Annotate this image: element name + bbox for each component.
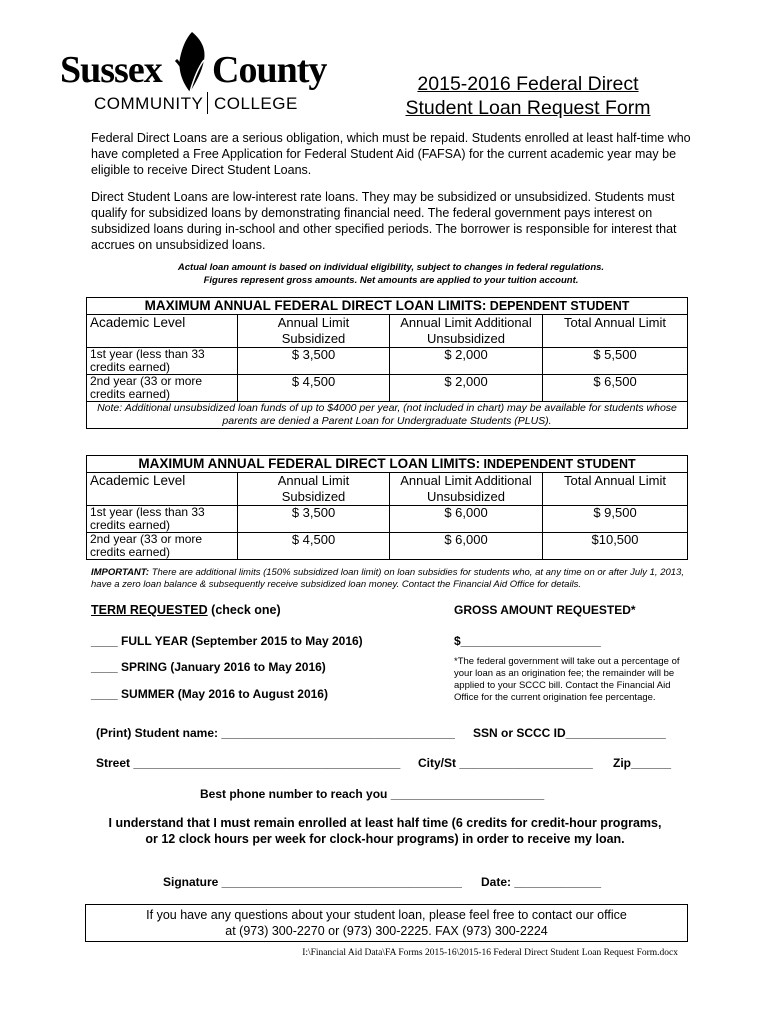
student-name-field[interactable]: (Print) Student name: ___________________________________ <box>96 726 455 740</box>
independent-heading: MAXIMUM ANNUAL FEDERAL DIRECT LOAN LIMITS: <box>138 456 481 471</box>
col-unsubsidized <box>390 473 543 506</box>
origination-fee-note: *The federal government will take out a percentage of your loan as an origination fee; the remainder will be applied to your SCCC bill. Contact the Financial Aid Office for the current origination fee percentage. <box>454 656 680 703</box>
table-row <box>87 348 688 375</box>
table-row <box>87 375 688 402</box>
intro-paragraph-1: Federal Direct Loans are a serious obligation, which must be repaid. Students enrolled at least half-time who have completed a Free Application for Federal Student Aid (FAFSA) for the current academic year may be eligible to receive Direct Student Loans. <box>91 131 691 177</box>
table-heading-row <box>87 456 688 473</box>
cell-unsubsidized: $ 2,000 <box>390 348 543 375</box>
logo-subtitle-community: COMMUNITY <box>94 94 204 113</box>
street-field[interactable]: Street ________________________________________ <box>96 756 401 770</box>
agreement-line1: I understand that I must remain enrolled at least half time (6 credits for credit-hour programs, <box>108 816 662 830</box>
eligibility-note-line1: Actual loan amount is based on individual eligibility, subject to changes in federal regulations. <box>177 262 605 273</box>
gross-amount-field[interactable]: $_____________________ <box>454 634 601 648</box>
cell-level: 2nd year (33 or more credits earned) <box>87 375 238 402</box>
col-unsubsidized-line2: Unsubsidized <box>426 489 506 504</box>
zip-field[interactable]: Zip______ <box>613 756 672 770</box>
cell-total: $ 9,500 <box>543 506 688 533</box>
table-note-row <box>87 402 688 429</box>
dependent-limits-table <box>86 297 688 429</box>
term-option-spring[interactable]: ____ SPRING (January 2016 to May 2016) <box>91 660 326 674</box>
agreement-line2: or 12 clock hours per week for clock-hour programs) in order to receive my loan. <box>145 832 625 846</box>
signature-field[interactable]: Signature ____________________________________ <box>163 875 462 889</box>
cell-level: 1st year (less than 33 credits earned) <box>87 348 238 375</box>
table-row <box>87 506 688 533</box>
gross-amount-heading: GROSS AMOUNT REQUESTED* <box>454 603 636 617</box>
city-state-field[interactable]: City/St ____________________ <box>418 756 593 770</box>
cell-total: $ 5,500 <box>543 348 688 375</box>
col-unsubsidized-line1: Annual Limit Additional <box>400 315 532 330</box>
term-heading-suffix: (check one) <box>207 603 281 617</box>
contact-box <box>85 904 688 942</box>
cell-unsubsidized: $ 2,000 <box>390 375 543 402</box>
col-subsidized-line2: Subsidized <box>281 331 346 346</box>
cell-total: $ 6,500 <box>543 375 688 402</box>
independent-limits-table <box>86 455 688 560</box>
ssn-field[interactable]: SSN or SCCC ID_______________ <box>473 726 666 740</box>
logo-divider <box>207 92 208 114</box>
cell-subsidized: $ 3,500 <box>238 506 390 533</box>
cell-level: 1st year (less than 33 credits earned) <box>87 506 238 533</box>
eligibility-note-line2: Figures represent gross amounts. Net amounts are applied to your tuition account. <box>203 275 579 286</box>
col-unsubsidized-line1: Annual Limit Additional <box>400 473 532 488</box>
col-unsubsidized-line2: Unsubsidized <box>426 331 506 346</box>
form-title-line1: 2015-2016 Federal Direct <box>417 73 639 95</box>
cell-unsubsidized: $ 6,000 <box>390 506 543 533</box>
logo-word-sussex: Sussex <box>60 49 162 91</box>
important-text: There are additional limits (150% subsidized loan limit) on loan subsidies for students who, at any time on or after July 1, 2013, have a zero loan balance & subsequently receive subsidized loan money. Contact the Financial Aid Office for details. <box>91 567 684 590</box>
term-option-summer[interactable]: ____ SUMMER (May 2016 to August 2016) <box>91 687 328 701</box>
important-note <box>91 567 691 591</box>
independent-heading-sub: INDEPENDENT STUDENT <box>480 457 636 471</box>
logo-word-county: County <box>212 49 327 91</box>
dependent-note: Note: Additional unsubsidized loan funds of up to $4000 per year, (not included in chart) may be available for students whose parents are denied a Parent Loan for Undergraduate Students (PLUS). <box>87 402 688 429</box>
form-title-line2: Student Loan Request Form <box>405 97 651 119</box>
term-heading <box>91 603 281 617</box>
col-academic-level: Academic Level <box>87 473 238 506</box>
leaf-icon <box>168 30 214 96</box>
important-label: IMPORTANT: <box>91 567 150 578</box>
cell-level: 2nd year (33 or more credits earned) <box>87 533 238 560</box>
enrollment-agreement <box>70 815 700 847</box>
dependent-heading: MAXIMUM ANNUAL FEDERAL DIRECT LOAN LIMITS: <box>144 298 487 313</box>
col-subsidized-line1: Annual Limit <box>277 315 350 330</box>
col-subsidized-line2: Subsidized <box>281 489 346 504</box>
col-total: Total Annual Limit <box>543 473 688 506</box>
table-heading-row <box>87 298 688 315</box>
file-path-footer: I:\Financial Aid Data\FA Forms 2015-16\2015-16 Federal Direct Student Loan Request Form.docx <box>302 948 678 958</box>
phone-field[interactable]: Best phone number to reach you _______________________ <box>200 787 545 801</box>
term-option-full-year[interactable]: ____ FULL YEAR (September 2015 to May 2016) <box>91 634 363 648</box>
col-total: Total Annual Limit <box>543 315 688 348</box>
contact-line1: If you have any questions about your student loan, please feel free to contact our office <box>146 908 627 922</box>
col-unsubsidized <box>390 315 543 348</box>
col-subsidized <box>238 473 390 506</box>
logo-subtitle-college: COLLEGE <box>214 94 298 113</box>
college-logo <box>60 30 360 120</box>
date-field[interactable]: Date: _____________ <box>481 875 602 889</box>
cell-subsidized: $ 3,500 <box>238 348 390 375</box>
cell-subsidized: $ 4,500 <box>238 375 390 402</box>
dependent-heading-sub: DEPENDENT STUDENT <box>486 299 630 313</box>
col-subsidized <box>238 315 390 348</box>
form-title <box>378 72 678 120</box>
contact-line2: at (973) 300-2270 or (973) 300-2225. FAX (973) 300-2224 <box>225 924 548 938</box>
table-header-row <box>87 315 688 348</box>
cell-subsidized: $ 4,500 <box>238 533 390 560</box>
table-row <box>87 533 688 560</box>
col-academic-level: Academic Level <box>87 315 238 348</box>
col-subsidized-line1: Annual Limit <box>277 473 350 488</box>
term-heading-label: TERM REQUESTED <box>91 603 208 617</box>
table-header-row <box>87 473 688 506</box>
eligibility-note <box>91 261 691 287</box>
cell-total: $10,500 <box>543 533 688 560</box>
cell-unsubsidized: $ 6,000 <box>390 533 543 560</box>
intro-paragraph-2: Direct Student Loans are low-interest rate loans. They may be subsidized or unsubsidized. Students must qualify for subsidized loans by demonstrating financial need. The federal government pays interest on subsidized loans during in-school and other specified periods. The borrower is responsible for interest that accrues on unsubsidized loans. <box>91 190 677 252</box>
